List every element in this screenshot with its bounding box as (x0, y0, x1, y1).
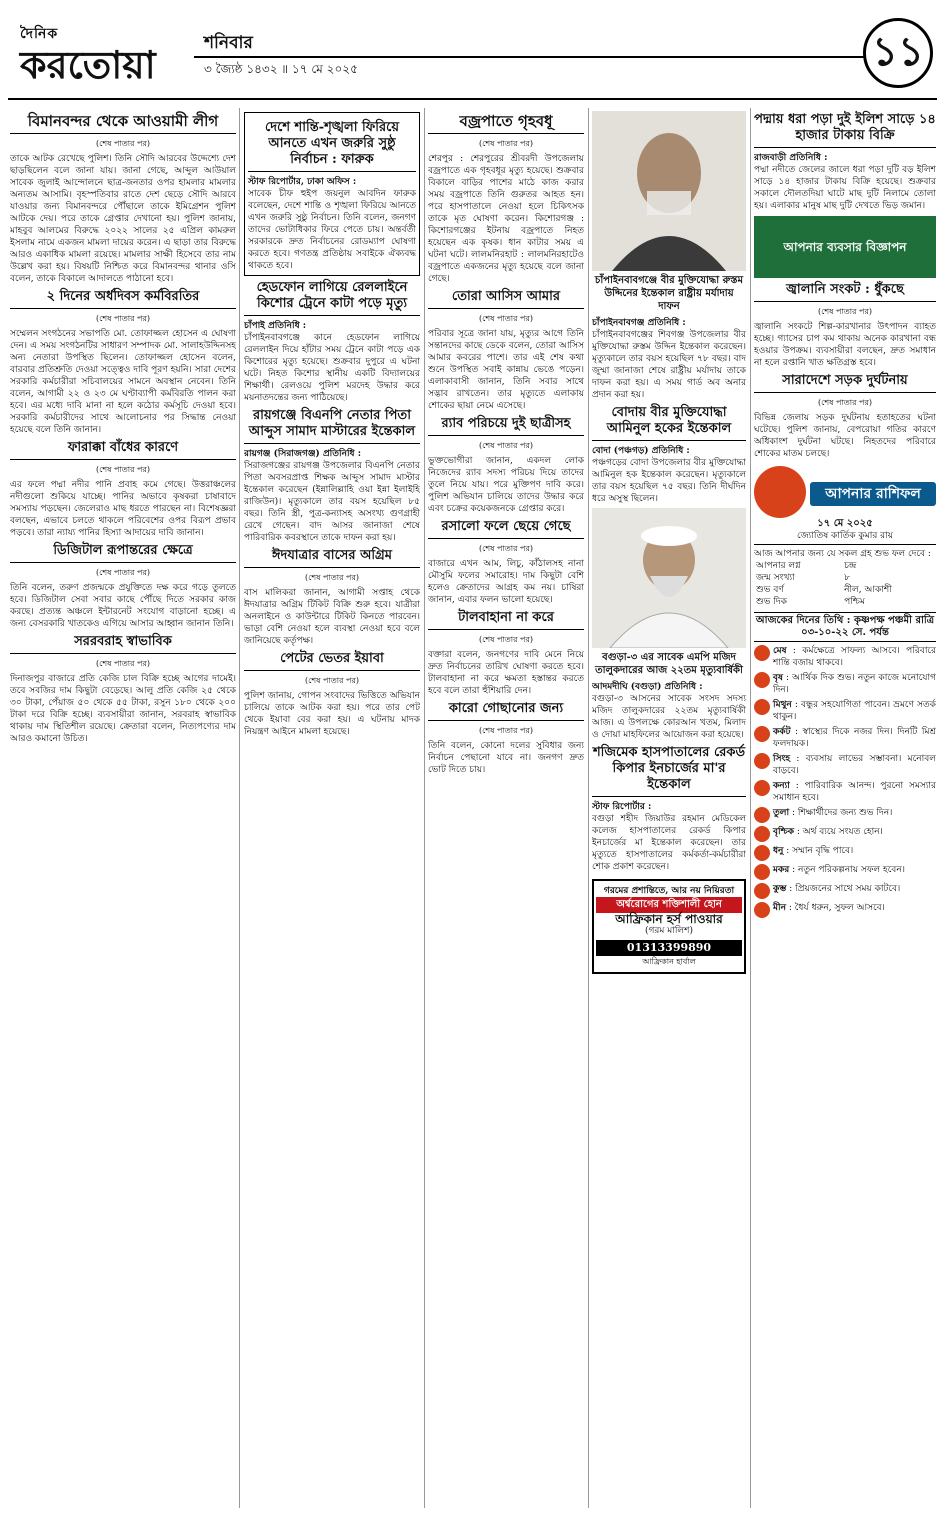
headline: রায়গঞ্জে বিএনপি নেতার পিতা আব্দুস সামাদ মাস্টারের ইন্তেকাল (244, 408, 420, 444)
zodiac-wheel-icon (754, 466, 806, 518)
continued-label: (শেষ পাতার পর) (478, 635, 534, 644)
logo-big-text: করতোয়া (20, 43, 156, 87)
article-body: পদ্মা নদীতে জেলের জালে ধরা পড়া দুটি বড় ইলিশ সাড়ে ১৪ হাজার টাকায় বিক্রি হয়েছে। শুক্রবার সকালে দৌলতদিয়া ঘাটে মাছ দুটি নিলামে তোলা হয়। এলাকার মানুষ মাছ দুটি দেখতে ভিড় জমান। (754, 165, 936, 211)
zodiac-icon (754, 826, 770, 842)
headline: জ্বালানি সংকট : ধুঁকছে (754, 282, 936, 302)
zodiac-sign: মীন (773, 903, 786, 913)
portrait-icon (592, 508, 746, 648)
headline: ডিজিটাল রূপান্তরের ক্ষেত্রে (10, 543, 236, 563)
zodiac-icon (754, 845, 770, 861)
article-body: বগুড়া-৩ আসনের সাবেক সংসদ সদস্য মজিদ তালুকদারের ২২তম মৃত্যুবার্ষিকী আজ। এ উপলক্ষে কোরআন খতম, মিলাদ ও দোয়া মাহফিলের আয়োজন করা হয়েছে। (592, 694, 746, 740)
zodiac-text: প্রিয়জনের সাথে সময় কাটবে। (795, 884, 901, 894)
headline: তোরা আসিস আমার (428, 289, 584, 309)
zodiac-icon (754, 807, 770, 823)
article-body: তিনি বলেন, তরুণ প্রজন্মকে প্রযুক্তিতে দক্ষ করে গড়ে তুলতে হবে। ডিজিটাল সেবা সবার কাছে পৌঁছে দিতে সরকার কাজ করছে। প্রত্যন্ত অঞ্চলে ইন্টারনেট সংযোগ বাড়ানো হচ্ছে। এ জন্য বেসরকারি খাতকেও এগিয়ে আসার আহ্বান জানান তিনি। (10, 583, 236, 629)
zodiac-text: নতুন পরিকল্পনায় সফল হবেন। (798, 865, 905, 875)
article-body: চাঁপাইনবাবগঞ্জের শিবগঞ্জ উপজেলার বীর মুক্তিযোদ্ধা রুস্তম উদ্দিন ইন্তেকাল করেছেন। মৃত্যুকালে তার বয়স হয়েছিল ৭৮ বছর। বাদ জুম্মা জানাজা শেষে রাষ্ট্রীয় মর্যাদায় তাকে দাফন করা হয়। এ সময় গার্ড অব অনার প্রদান করা হয়। (592, 330, 746, 400)
horoscope-author: জ্যোতিষ কার্তিক কুমার রায় (754, 530, 936, 545)
zodiac-text: পারিবারিক আনন্দ। পুরনো সমস্যার সমাধান হবে। (773, 781, 936, 803)
newspaper-logo (20, 22, 185, 88)
zodiac-sign: মেষ (773, 646, 787, 656)
list-item: মকর : নতুন পরিকল্পনায় সফল হবেন। (754, 864, 936, 880)
article-body: সাবেক চীফ হুইপ জয়নুল আবদিন ফারুক বলেছেন, দেশে শান্তি ও শৃঙ্খলা ফিরিয়ে আনতে এখন জরুরি সুষ্ঠু নির্বাচন। তিনি বলেন, জনগণ তাদের ভোটাধিকার ফিরে পেতে চায়। অন্তর্বর্তী সরকারকে দ্রুত নির্বাচনের রোডম্যাপ ঘোষণা করতে হবে। গণতন্ত্র প্রতিষ্ঠায় সবাইকে ঐক্যবদ্ধ থাকতে হবে। (248, 189, 416, 271)
article-body: সিরাজগঞ্জের রায়গঞ্জ উপজেলার বিএনপি নেতার পিতা অবসরপ্রাপ্ত শিক্ষক আব্দুস সামাদ মাস্টার ইন্তেকাল করেছেন (ইন্নালিল্লাহি ওয়া ইন্না ইলাইহি রাজিউন)। মৃত্যুকালে তার বয়স হয়েছিল ৮৫ বছর। তিনি স্ত্রী, পুত্র-কন্যাসহ অসংখ্য গুণগ্রাহী রেখে গেছেন। বাদ আসর জানাজা শেষে পারিবারিক কবরস্থানে তাকে দাফন করা হয়। (244, 461, 420, 543)
column-divider (239, 108, 240, 1508)
ad-subtitle: (গরম মালিশ) (645, 926, 693, 936)
ad-top-text: গরমের প্রশান্তিতে, আর নয় নিয়িরতা (603, 886, 735, 896)
masthead (8, 8, 937, 100)
headline: সারাদেশে সড়ক দুর্ঘটনায় (754, 373, 936, 393)
zodiac-text: অর্থ ব্যয়ে সংযত হোন। (802, 827, 883, 837)
photo-caption: চাঁপাইনবাবগঞ্জে বীর মুক্তিযোদ্ধা রুস্তম উদ্দিনের ইন্তেকাল রাষ্ট্রীয় মর্যাদায় দাফন (594, 275, 744, 312)
list-item: মেষ : কর্মক্ষেত্রে সাফল্য আসবে। পরিবারে শান্তি বজায় থাকবে। (754, 645, 936, 669)
zodiac-icon (754, 864, 770, 880)
dateline: বোদা (পঞ্চগড়) প্রতিনিধি : (592, 446, 690, 456)
zodiac-text: আর্থিক দিক শুভ। নতুন কাজে মনোযোগ দিন। (773, 673, 936, 695)
planet-name: শুভ দিক (756, 597, 787, 607)
page-number: ১১ (863, 18, 933, 88)
zodiac-text: শিক্ষার্থীদের জন্য শুভ দিন। (797, 808, 893, 818)
list-item: বৃশ্চিক : অর্থ ব্যয়ে সংযত হোন। (754, 826, 936, 842)
date-bar (194, 28, 864, 76)
planet-value: পশ্চিম (844, 597, 865, 607)
ad-title: আফ্রিকান হর্স পাওয়ার (615, 912, 723, 926)
headline: পেটের ভেতর ইয়াবা (244, 651, 420, 671)
continued-label: (শেষ পাতার পর) (95, 659, 151, 668)
list-item: তুলা : শিক্ষার্থীদের জন্য শুভ দিন। (754, 807, 936, 823)
list-item: মিথুন : বন্ধুর সহযোগিতা পাবেন। ভ্রমণে সতর্ক থাকুন। (754, 699, 936, 723)
portrait-photo (592, 508, 746, 648)
continued-label: (শেষ পাতার পর) (478, 314, 534, 323)
headline: টালবাহানা না করে (428, 610, 584, 630)
horoscope-date: ১৭ মে ২০২৫ (817, 518, 873, 529)
article-body: চাঁপাইনবাবগঞ্জে কানে হেডফোন লাগিয়ে রেললাইন দিয়ে হাঁটার সময় ট্রেনে কাটা পড়ে এক কিশোরের মৃত্যু হয়েছে। শুক্রবার দুপুরে এ ঘটনা ঘটে। নিহত কিশোর স্থানীয় একটি বিদ্যালয়ের শিক্ষার্থী। রেলওয়ে পুলিশ মরদেহ উদ্ধার করে ময়নাতদন্তের জন্য পাঠিয়েছে। (244, 333, 420, 403)
continued-label: (শেষ পাতার পর) (478, 441, 534, 450)
horoscope-section (754, 466, 936, 918)
portrait-icon (592, 111, 746, 271)
zodiac-sign: ধনু (773, 846, 784, 856)
advertisement[interactable] (592, 879, 746, 974)
column-1 (10, 108, 236, 1508)
article-box (244, 112, 420, 276)
dateline: রায়গঞ্জ (সিরাজগঞ্জ) প্রতিনিধি : (244, 449, 362, 459)
zodiac-icon (754, 672, 770, 688)
horoscope-title: আপনার রাশিফল (810, 482, 936, 506)
article-body: বিভিন্ন জেলায় সড়ক দুর্ঘটনায় হতাহতের ঘটনা ঘটেছে। পুলিশ জানায়, বেপরোয়া গতির কারণে অধিকাংশ দুর্ঘটনা ঘটছে। নিহতদের পরিবারে শোকের মাতম চলছে। (754, 413, 936, 459)
ad-phone[interactable]: 01313399890 (596, 940, 742, 956)
column-5 (754, 108, 936, 1508)
zodiac-sign: তুলা (773, 808, 790, 818)
logo-small-text: দৈনিক (20, 26, 59, 42)
article-body: পরিবার সূত্রে জানা যায়, মৃত্যুর আগে তিনি সন্তানদের কাছে ডেকে বলেন, তোরা আসিস আমার কবরের পাশে। তার এই শেষ কথা শুনে উপস্থিত সবাই কান্নায় ভেঙে পড়েন। এলাকাবাসী জানান, তিনি সবার সাথে সদ্ভাব রাখতেন। তার মৃত্যুতে এলাকায় শোকের ছায়া নেমে এসেছে। (428, 329, 584, 411)
continued-label: (শেষ পাতার পর) (95, 314, 151, 323)
column-3 (428, 108, 584, 1508)
continued-label: (শেষ পাতার পর) (95, 465, 151, 474)
headline: বিমানবন্দর থেকে আওয়ামী লীগ (10, 112, 236, 134)
list-item: সিংহ : ব্যবসায় লাভের সম্ভাবনা। মনোবল বাড়বে। (754, 753, 936, 777)
photo-caption: বগুড়া-৩ এর সাবেক এমপি মজিদ তালুকদারের আজ ২২তম মৃত্যুবার্ষিকী (595, 652, 743, 676)
article-body: বগুড়া শহীদ জিয়াউর রহমান মেডিকেল কলেজ হাসপাতালের রেকর্ড কিপার ইনচার্জের মা ইন্তেকাল করেছেন। তার মৃত্যুতে হাসপাতালের কর্মকর্তা-কর্মচারীরা শোক প্রকাশ করেছেন। (592, 814, 746, 872)
ad-footer: আফ্রিকান হার্বাল (642, 957, 696, 966)
article-body: ভুক্তভোগীরা জানান, একদল লোক নিজেদের র‌্যাব সদস্য পরিচয় দিয়ে তাদের তুলে নিয়ে যায়। পরে মুক্তিপণ দাবি করে। পুলিশ অভিযান চালিয়ে তাদের উদ্ধার করে এবং চক্রের কয়েকজনকে গ্রেপ্তার করে। (428, 456, 584, 514)
table-row (754, 572, 936, 584)
zodiac-text: কর্মক্ষেত্রে সাফল্য আসবে। পরিবারে শান্তি বজায় থাকবে। (773, 646, 936, 668)
planet-value: চন্দ্র (844, 561, 857, 571)
column-divider (750, 108, 751, 1508)
zodiac-text: বন্ধুর সহযোগিতা পাবেন। ভ্রমণে সতর্ক থাকুন। (773, 700, 936, 722)
table-row (754, 596, 936, 608)
article-body: বাস মালিকরা জানান, আগামী সপ্তাহ থেকে ঈদযাত্রার অগ্রিম টিকিট বিক্রি শুরু হবে। যাত্রীরা অনলাইনে ও কাউন্টারে টিকিট কিনতে পারবেন। ভাড়া বেশি নেওয়া হলে ব্যবস্থা নেওয়া হবে বলে জানিয়েছে কর্তৃপক্ষ। (244, 588, 420, 646)
headline: বোদায় বীর মুক্তিযোদ্ধা আমিনুল হকের ইন্তেকাল (592, 405, 746, 441)
banner-advertisement[interactable]: আপনার ব্যবসার বিজ্ঞাপন (754, 216, 936, 278)
continued-label: (শেষ পাতার পর) (817, 398, 873, 407)
planet-table (754, 560, 936, 608)
table-row (754, 584, 936, 596)
portrait-photo (592, 111, 746, 271)
continued-label: (শেষ পাতার পর) (478, 726, 534, 735)
headline: দেশে শান্তি-শৃঙ্খলা ফিরিয়ে আনতে এখন জরুরি সুষ্ঠু নির্বাচন : ফারুক (248, 120, 416, 172)
planet-name: জন্ম সংখ্যা (756, 573, 795, 583)
headline: হেডফোন লাগিয়ে রেললাইনে কিশোর ট্রেনে কাটা পড়ে মৃত্যু (244, 280, 420, 316)
headline: ফারাক্কা বাঁধের কারণে (10, 440, 236, 460)
planet-name: আপনার লগ্ন (756, 561, 801, 571)
zodiac-sign: কন্যা (773, 781, 790, 791)
column-2 (244, 108, 420, 1508)
dateline: স্টাফ রিপোর্টার : (592, 802, 652, 812)
article-body: তাকে আটক রেখেছে পুলিশ। তিনি সৌদি আরবের উদ্দেশ্যে দেশ ছাড়ছিলেন বলে জানা যায়। জানা গেছে, আব্দুল আউয়াল সাবেক জুলাই আন্দোলনে ছাত্র-জনতার ওপর হামলার মামলার অন্যতম আসামি। বৃহস্পতিবার রাতে দেশ ছেড়ে সৌদি আরবে যাওয়ার জন্য বিমানবন্দরে পৌঁছালে তাকে ইমিগ্রেশন পুলিশ আটকে দেয়। পরে তাকে গ্রেপ্তার দেখানো হয়। পুলিশ জানায়, মাহবুব আলমের বিরুদ্ধে ২০২২ সালের ২৫ এপ্রিল কামরুল ইসলাম নামে একজন মামলা দায়ের করেন। এ ছাড়া তার বিরুদ্ধে আরও একাধিক মামলা রয়েছে। মামলার সাক্ষী হিসেবে তার নাম উল্লেখ করা হয়। বিষয়টি নিশ্চিত করে বিমানবন্দর থানার ওসি বলেন, তাকে বিকালে আদালতে পাঠানো হবে। (10, 154, 236, 284)
zodiac-sign: বৃষ (773, 673, 783, 683)
zodiac-icon (754, 726, 770, 742)
headline: ২ দিনের অর্ধদিবস কর্মবিরতির (10, 289, 236, 309)
dateline: চাঁপাইনবাবগঞ্জ প্রতিনিধি : (592, 318, 686, 328)
headline: রসালো ফলে ছেয়ে গেছে (428, 519, 584, 539)
headline: পদ্মায় ধরা পড়া দুই ইলিশ সাড়ে ১৪ হাজার টাকায় বিক্রি (754, 112, 936, 148)
zodiac-icon (754, 645, 770, 661)
zodiac-icon (754, 902, 770, 918)
zodiac-sign: মিথুন (773, 700, 792, 710)
article-body: সম্মেলন সংগঠনের সভাপতি মো. তোফাজ্জল হোসেন এ ঘোষণা দেন। এ সময় সংগঠনটির সাধারণ সম্পাদক মো. সালাহউদ্দিনসহ অন্য নেতারা উপস্থিত ছিলেন। তোফাজ্জল হোসেন বলেন, বারবার প্রতিশ্রুতি দেওয়া সত্ত্বেও দাবি পূরণ হয়নি। সারা দেশের সরকারি কর্মচারীরা সচিবালয়ের সামনে অবস্থান নেবেন। তিনি বলেন, আগামী ২২ ও ২৩ মে ঘণ্টাব্যাপী কর্মবিরতি পালন করা হবে। এর মধ্যে দাবি মানা না হলে কঠোর কর্মসূচি দেওয়া হবে। সরকারি কর্মচারীদের সাথে আলোচনার পর সিদ্ধান্ত নেওয়া হয়েছে বলে তিনি জানান। (10, 329, 236, 435)
headline: কারো গোছানোর জন্য (428, 701, 584, 721)
article-body: পুলিশ জানায়, গোপন সংবাদের ভিত্তিতে অভিযান চালিয়ে তাকে আটক করা হয়। পরে তার পেট থেকে ইয়াবা বের করা হয়। এ ঘটনায় মাদক নিয়ন্ত্রণ আইনে মামলা হয়েছে। (244, 691, 420, 737)
planet-value: ৮ (844, 573, 850, 583)
tithi-banner: আজকের দিনের তিথি : কৃষ্ণপক্ষ পঞ্চমী রাত্রি ০৩-১০-২২ সে. পর্যন্ত (754, 612, 936, 642)
list-item: ধনু : সম্মান বৃদ্ধি পাবে। (754, 845, 936, 861)
zodiac-sign: সিংহ (773, 754, 791, 764)
list-item: বৃষ : আর্থিক দিক শুভ। নতুন কাজে মনোযোগ দিন। (754, 672, 936, 696)
planet-value: নীল, আকাশী (844, 585, 892, 595)
article-body: বক্তারা বলেন, জনগণের দাবি মেনে নিয়ে দ্রুত নির্বাচনের তারিখ ঘোষণা করতে হবে। টালবাহানা না করে ক্ষমতা হস্তান্তর করতে হবে বলে তারা হুঁশিয়ারি দেন। (428, 650, 584, 696)
column-divider (588, 108, 589, 1508)
article-body: এর ফলে পদ্মা নদীর পানি প্রবাহ কমে গেছে। উত্তরাঞ্চলের নদীগুলো শুকিয়ে যাচ্ছে। পানির অভাবে কৃষকরা চাষাবাদে সমস্যায় পড়ছেন। জেলেরাও মাছ ধরতে পারছেন না। বিশেষজ্ঞরা বলছেন, এভাবে চলতে থাকলে পরিবেশের ওপর বিরূপ প্রভাব পড়বে। তারা ন্যায্য পানির হিস্যা আদায়ের দাবি জানান। (10, 480, 236, 538)
zodiac-sign: বৃশ্চিক (773, 827, 795, 837)
zodiac-icon (754, 699, 770, 715)
list-item: কর্কট : স্বাস্থ্যের দিকে নজর দিন। দিনটি মিশ্র ফলদায়ক। (754, 726, 936, 750)
zodiac-icon (754, 780, 770, 796)
dateline: আদমদীঘি (বগুড়া) প্রতিনিধি : (592, 682, 703, 692)
article-body: বাজারে এখন আম, লিচু, কাঁঠালসহ নানা মৌসুমি ফলের সমারোহ। দাম কিছুটা বেশি হলেও ক্রেতাদের আগ্রহ কম নয়। চাষিরা জানান, এবার ফলন ভালো হয়েছে। (428, 559, 584, 605)
date-label: ৩ জ্যৈষ্ঠ ১৪৩২ ॥ ১৭ মে ২০২৫ (204, 62, 358, 76)
list-item: কন্যা : পারিবারিক আনন্দ। পুরনো সমস্যার সমাধান হবে। (754, 780, 936, 804)
zodiac-sign: মকর (773, 865, 790, 875)
continued-label: (শেষ পাতার পর) (95, 139, 151, 148)
dateline: রাজবাড়ী প্রতিনিধি : (754, 153, 828, 163)
headline: বজ্রপাতে গৃহবধূ (428, 112, 584, 134)
list-item: মীন : ধৈর্য ধরুন, সুফল আসবে। (754, 902, 936, 918)
continued-label: (শেষ পাতার পর) (478, 544, 534, 553)
headline: সররবরাহ স্বাভাবিক (10, 634, 236, 654)
continued-label: (শেষ পাতার পর) (304, 573, 360, 582)
planet-name: শুভ বর্ণ (756, 585, 784, 595)
headline: র‌্যাব পরিচয়ে দুই ছাত্রীসহ (428, 416, 584, 436)
zodiac-text: সম্মান বৃদ্ধি পাবে। (792, 846, 854, 856)
article-body: শেরপুর : শেরপুরের শ্রীবরদী উপজেলায় বজ্রপাতে এক গৃহবধূর মৃত্যু হয়েছে। শুক্রবার বিকালে বাড়ির পাশের মাঠে কাজ করার সময় বজ্রপাতে তিনি গুরুতর আহত হন। পরে হাসপাতালে নেওয়া হলে চিকিৎসক তাকে মৃত ঘোষণা করেন। কিশোরগঞ্জ : কিশোরগঞ্জের ইটনায় বজ্রপাতে নিহত হয়েছেন এক কৃষক। ধান কাটার সময় এ ঘটনা ঘটে। লালমনিরহাট : লালমনিরহাটেও বজ্রপাতে একজনের মৃত্যু হয়েছে বলে জানা গেছে। (428, 154, 584, 284)
dateline: চাঁপাই প্রতিনিধি : (244, 321, 307, 331)
zodiac-text: ধৈর্য ধরুন, সুফল আসবে। (794, 903, 885, 913)
article-body: পঞ্চগড়ের বোদা উপজেলার বীর মুক্তিযোদ্ধা আমিনুল হক ইন্তেকাল করেছেন। মৃত্যুকালে তার বয়স হয়েছিল ৭৫ বছর। তিনি দীর্ঘদিন ধরে অসুস্থ ছিলেন। (592, 458, 746, 504)
table-row (754, 560, 936, 572)
zodiac-text: ব্যবসায় লাভের সম্ভাবনা। মনোবল বাড়বে। (773, 754, 936, 776)
horoscope-intro: আজ আপনার জন্য যে সকল গ্রহ শুভ ফল দেবে : (754, 549, 931, 559)
ad-red-band: অর্শ্বরোগের শক্তিশালী হোন (596, 897, 742, 913)
column-4 (592, 108, 746, 1508)
zodiac-sign: কুম্ভ (773, 884, 787, 894)
column-divider (424, 108, 425, 1508)
continued-label: (শেষ পাতার পর) (304, 676, 360, 685)
continued-label: (শেষ পাতার পর) (95, 568, 151, 577)
article-body: দিনাজপুর বাজারে প্রতি কেজি চাল বিক্রি হচ্ছে আগের দামেই। তবে সবজির দাম কিছুটা বেড়েছে। আলু প্রতি কেজি ২৫ থেকে ৩০ টাকা, পেঁয়াজ ৫০ থেকে ৫৫ টাকা, রসুন ১৮০ থেকে ২০০ টাকা দরে বিক্রি হচ্ছে। ব্যবসায়ীরা জানান, সরবরাহ স্বাভাবিক থাকায় দাম স্থিতিশীল রয়েছে। ক্রেতারা বলেন, নিত্যপণ্যের দাম আরও কমানো উচিত। (10, 674, 236, 744)
dateline: স্টাফ রিপোর্টার, ঢাকা অফিস : (248, 177, 357, 187)
zodiac-text: স্বাস্থ্যের দিকে নজর দিন। দিনটি মিশ্র ফলদায়ক। (773, 727, 936, 749)
zodiac-icon (754, 883, 770, 899)
masthead-rule (194, 56, 864, 58)
continued-label: (শেষ পাতার পর) (817, 307, 873, 316)
headline: শজিমেক হাসপাতালের রেকর্ড কিপার ইনচার্জের মা'র ইন্তেকাল (592, 745, 746, 797)
list-item: কুম্ভ : প্রিয়জনের সাথে সময় কাটবে। (754, 883, 936, 899)
day-label: শনিবার (204, 33, 253, 53)
zodiac-icon (754, 753, 770, 769)
continued-label: (শেষ পাতার পর) (478, 139, 534, 148)
zodiac-sign: কর্কট (773, 727, 791, 737)
article-body: জ্বালানি সংকটে শিল্প-কারখানার উৎপাদন ব্যাহত হচ্ছে। গ্যাসের চাপ কম থাকায় অনেক কারখানা বন্ধ হওয়ার উপক্রম। ব্যবসায়ীরা বলছেন, দ্রুত সমাধান না হলে রপ্তানি খাত ক্ষতিগ্রস্ত হবে। (754, 322, 936, 368)
headline: ঈদযাত্রার বাসের অগ্রিম (244, 548, 420, 568)
article-body: তিনি বলেন, কোনো দলের সুবিধার জন্য নির্বাচন পেছানো যাবে না। জনগণ দ্রুত ভোট দিতে চায়। (428, 741, 584, 775)
